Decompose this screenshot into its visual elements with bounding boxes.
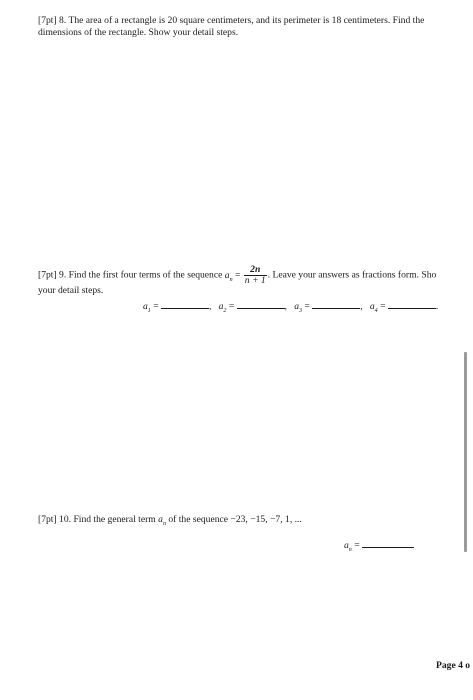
q9-answer-a3-label: $a_3$ bbox=[294, 301, 303, 314]
q9-fraction-numerator: 2n bbox=[244, 265, 267, 276]
q10-answer-row: $a_n$ = bbox=[344, 539, 414, 556]
q10-suffix: of the sequence −23, −15, −7, 1, ... bbox=[165, 514, 302, 525]
q9-suffix: . Leave your answers as fractions form. Sho bbox=[267, 269, 437, 281]
q9-line-1 bbox=[38, 265, 436, 286]
q9-prefix: [7pt] 9. Find the first four terms of the sequence bbox=[38, 269, 225, 281]
q10-line bbox=[38, 514, 302, 530]
q9-answer-a1-label: $a_1$ bbox=[143, 301, 151, 314]
q8-line-1: [7pt] 8. The area of a rectangle is 20 square centimeters, and its perimeter is 18 centimeters. Find the bbox=[38, 15, 425, 26]
q9-line-2: your detail steps. bbox=[38, 285, 104, 296]
q9-fraction-denominator: n + 1 bbox=[244, 275, 266, 286]
q9-answer-a3-blank[interactable] bbox=[312, 300, 360, 309]
q9-answer-a2-label: $a_2$ bbox=[218, 301, 227, 314]
q10-term: $a_n$ bbox=[158, 514, 166, 527]
q9-equals: = bbox=[232, 269, 243, 281]
q8-line-2: dimensions of the rectangle. Show your detail steps. bbox=[38, 27, 239, 38]
q10-answer-label: $a_n$ bbox=[344, 540, 352, 553]
q9-answer-row: $a_1$ = , $a_2$ = , $a_3$ = , $a_4$ = . bbox=[143, 301, 439, 314]
q9-answer-a4-blank[interactable] bbox=[388, 300, 436, 309]
page-number: Page 4 o bbox=[436, 660, 471, 671]
q9-answer-a2-blank[interactable] bbox=[237, 300, 285, 309]
q10-answer-blank[interactable] bbox=[362, 539, 414, 548]
q9-lhs: $a_n$ bbox=[224, 269, 233, 283]
q9-fraction bbox=[244, 265, 267, 286]
q9-answer-a4-label: $a_4$ bbox=[369, 301, 378, 314]
vertical-scrollbar[interactable] bbox=[464, 352, 467, 552]
q9-answer-a1-blank[interactable] bbox=[161, 300, 209, 309]
q10-prefix: [7pt] 10. Find the general term bbox=[38, 514, 159, 525]
